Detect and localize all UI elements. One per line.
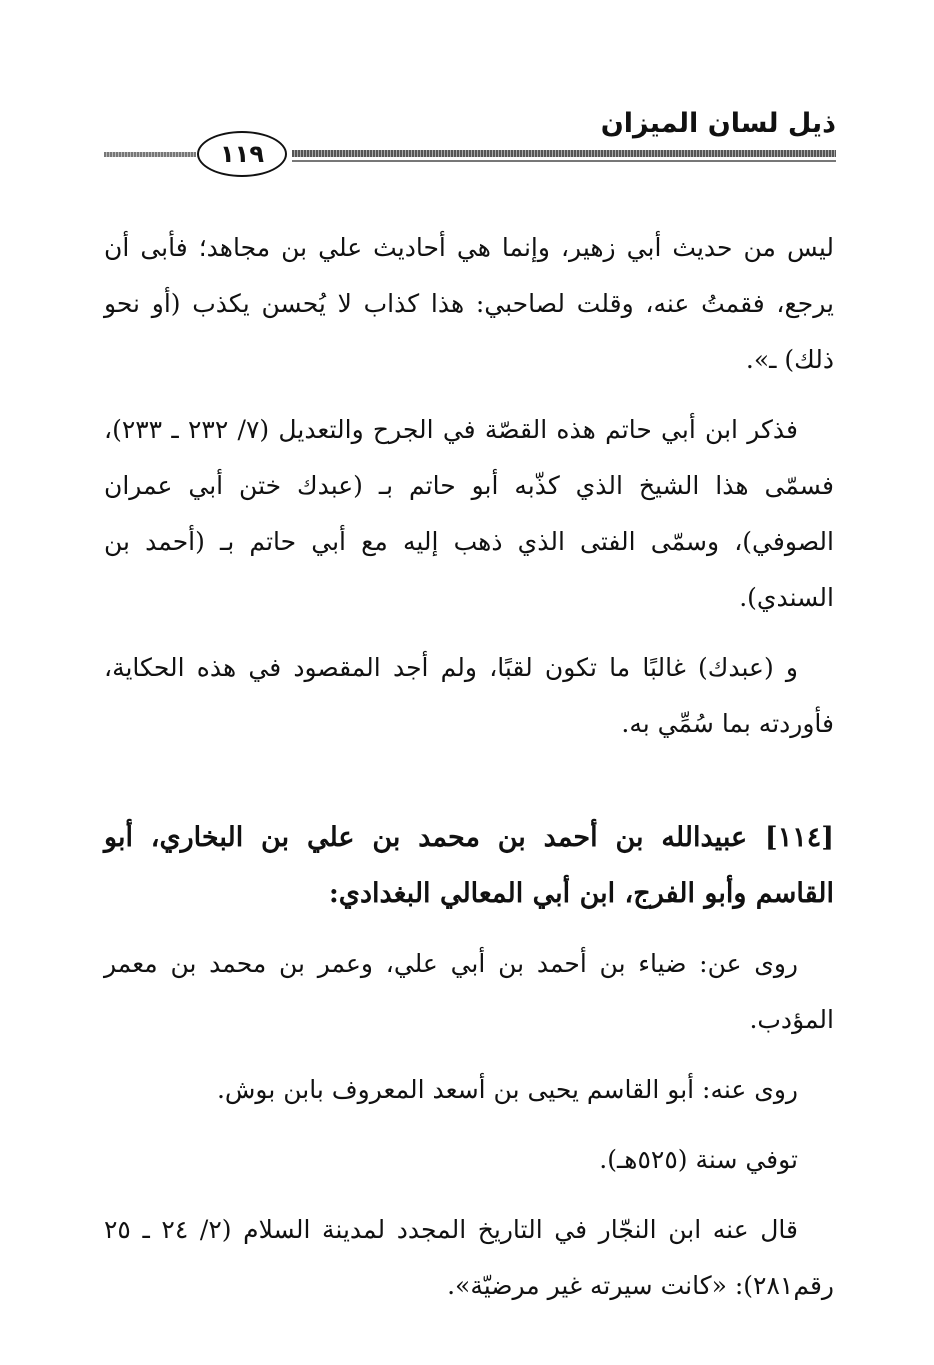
paragraph-2: فذكر ابن أبي حاتم هذه القصّة في الجرح والتعديل (٧/ ٢٣٢ ـ ٢٣٣)، فسمّى هذا الشيخ الذي كذّبه أبو حاتم بـ (عبدك ختن أبي عمران الصوفي)، وسمّى الفتى الذي ذهب إليه مع أبي حاتم بـ (أحمد بن السندي).	[104, 415, 834, 612]
entry-narrated-by: روى عنه: أبو القاسم يحيى بن أسعد المعروف بابن بوش.	[216, 1075, 798, 1104]
book-title: ذيل لسان الميزان	[600, 108, 836, 139]
paragraph-1: ليس من حديث أبي زهير، وإنما هي أحاديث علي بن مجاهد؛ فأبى أن يرجع، فقمتُ عنه، وقلت لصاحبي: هذا كذاب لا يُحسن يكذب (أو نحو ذلك) ـ».	[104, 233, 834, 374]
entry-title: [١١٤] عبيدالله بن أحمد بن محمد بن علي بن البخاري، أبو القاسم وأبو الفرج، ابن أبي المعالي البغدادي:	[104, 822, 834, 909]
header-rule-left	[104, 152, 196, 157]
entry-quote: قال عنه ابن النجّار في التاريخ المجدد لمدينة السلام (٢/ ٢٤ ـ ٢٥ رقم٢٨١): «كانت سيرته غير مرضيّة».	[104, 1215, 834, 1300]
page-header	[0, 0, 934, 190]
header-rule	[292, 150, 836, 157]
page-body	[104, 220, 834, 1328]
paragraph-3: و (عبدك) غالبًا ما تكون لقبًا، ولم أجد المقصود في هذه الحكاية، فأوردته بما سُمِّي به.	[104, 653, 834, 738]
header-rule-thin	[292, 160, 836, 162]
entry-death-year: توفي سنة (٥٢٥هـ).	[599, 1145, 798, 1174]
page-number: ١١٩	[197, 131, 287, 177]
entry-narrated-from: روى عن: ضياء بن أحمد بن أبي علي، وعمر بن محمد بن معمر المؤدب.	[104, 949, 834, 1034]
